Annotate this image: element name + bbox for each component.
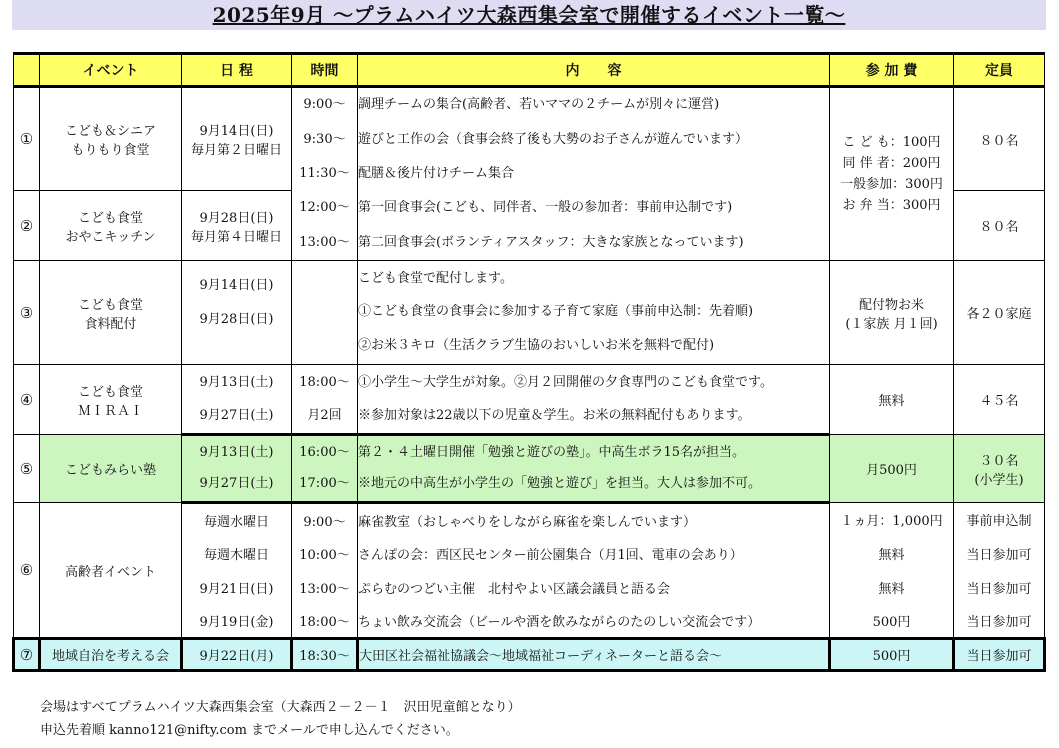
- event-capacity: [954, 435, 1045, 503]
- event-times: [292, 261, 358, 365]
- content-line: 第２・４土曜日開催「勉強と遊びの塾」。中高生ボラ15名が担当。: [358, 445, 746, 460]
- date-line: 9月14日(日): [199, 124, 274, 140]
- event-fee: 無料: [830, 571, 954, 605]
- event-fee: [830, 87, 954, 261]
- time-line: 17:00～: [299, 476, 350, 491]
- capacity-line: ３０名: [979, 453, 1019, 469]
- header-fee: 参 加 費: [830, 54, 954, 87]
- event-fee: [830, 261, 954, 365]
- event-line: こども食堂: [77, 297, 143, 313]
- event-name: [40, 261, 182, 365]
- fee-line: 同 伴 者：200円: [842, 156, 941, 171]
- table-row: [14, 503, 1045, 537]
- row-number: ②: [14, 191, 40, 261]
- date-line: 9月28日(日): [199, 210, 274, 226]
- time-line: 12:00～: [299, 200, 350, 216]
- page-title: 2025年9月 ～プラムハイツ大森西集会室で開催するイベント一覧～: [212, 3, 846, 27]
- time-line: 11:30～: [299, 165, 350, 181]
- event-line: こども食堂: [77, 210, 143, 226]
- event-time: 9:00～: [292, 503, 358, 537]
- header-content: 内 容: [358, 54, 830, 87]
- event-capacity: 当日参加可: [954, 571, 1045, 605]
- event-date: [182, 435, 292, 503]
- table-row: [14, 261, 1045, 365]
- event-line: 食料配付: [84, 316, 137, 332]
- row-number: ④: [14, 365, 40, 435]
- event-date: 毎週水曜日: [182, 503, 292, 537]
- event-line: おやこキッチン: [65, 229, 156, 245]
- event-content: [358, 261, 830, 365]
- date-line: 9月13日(土): [199, 445, 274, 460]
- header-event: イベント: [40, 54, 182, 87]
- header-time: 時間: [292, 54, 358, 87]
- event-fee: 無料: [830, 537, 954, 571]
- content-line: 調理チームの集合(高齢者、若いママの２チームが別々に運営): [358, 97, 720, 113]
- table-row: [14, 365, 1045, 435]
- event-table: [12, 52, 1046, 672]
- row-number: ③: [14, 261, 40, 365]
- footer-venue: 会場はすべてプラムハイツ大森西集会室（大森西２－２－１ 沢田児童館となり）: [40, 700, 521, 715]
- event-capacity: ８０名: [954, 87, 1045, 191]
- event-capacity: 事前申込制: [954, 503, 1045, 537]
- event-time: 13:00～: [292, 571, 358, 605]
- event-date: [182, 365, 292, 435]
- date-line: 9月27日(土): [199, 476, 274, 491]
- fee-line: お 弁 当：300円: [842, 198, 941, 213]
- time-line: 9:00～: [303, 97, 346, 113]
- row-number: ⑥: [14, 503, 40, 639]
- event-times: [292, 365, 358, 435]
- date-line: 9月14日(日): [199, 278, 274, 293]
- event-fee: 500円: [830, 639, 954, 671]
- table-row: [14, 435, 1045, 503]
- event-time: 18:00～: [292, 605, 358, 639]
- event-fee: 500円: [830, 605, 954, 639]
- event-capacity: 当日参加可: [954, 537, 1045, 571]
- event-date: [182, 191, 292, 261]
- event-capacity: ４５名: [954, 365, 1045, 435]
- content-line: ①小学生～大学生が対象。②月２回開催の夕食専門のこども食堂です。: [358, 374, 773, 390]
- event-times: [292, 435, 358, 503]
- event-name: 高齢者イベント: [40, 503, 182, 639]
- event-fee: 無料: [830, 365, 954, 435]
- event-date: 9月22日(月): [182, 639, 292, 671]
- capacity-line: (小学生): [974, 472, 1024, 488]
- event-content: [358, 87, 830, 261]
- header-row: [14, 54, 1045, 87]
- content-line: 配膳＆後片付けチーム集合: [358, 165, 515, 181]
- time-line: 9:30～: [303, 131, 346, 147]
- row-number: ①: [14, 87, 40, 191]
- time-line: 16:00～: [299, 445, 350, 460]
- event-capacity: 当日参加可: [954, 639, 1045, 671]
- event-time: 10:00～: [292, 537, 358, 571]
- event-content: 麻雀教室（おしゃべりをしながら麻雀を楽しんでいます）: [358, 503, 830, 537]
- fee-line: (１家族 月１回): [845, 316, 938, 332]
- table-row: [14, 87, 1045, 191]
- event-content: [358, 435, 830, 503]
- event-capacity: 当日参加可: [954, 605, 1045, 639]
- event-line: こども＆シニア: [64, 124, 156, 140]
- event-name: 地域自治を考える会: [40, 639, 182, 671]
- content-line: ※地元の中高生が小学生の「勉強と遊び」を担当。大人は参加不可。: [358, 476, 762, 491]
- event-line: もりもり食堂: [71, 143, 150, 159]
- time-line: 18:00～: [299, 374, 350, 390]
- content-line: 第二回食事会(ボランティアスタッフ：大きな家族となっています): [358, 234, 744, 250]
- content-line: こども食堂で配付します。: [358, 271, 513, 287]
- event-name: [40, 365, 182, 435]
- fee-line: 配付物お米: [858, 297, 924, 313]
- event-content: ぷらむのつどい主催 北村やよい区議会議員と語る会: [358, 571, 830, 605]
- content-line: ②お米３キロ（生活クラブ生協のおいしいお米を無料で配付): [358, 337, 715, 353]
- event-times: [292, 87, 358, 261]
- date-line: 毎月第４日曜日: [190, 229, 282, 245]
- header-date: 日 程: [182, 54, 292, 87]
- event-date: 9月19日(金): [182, 605, 292, 639]
- event-time: 18:30～: [292, 639, 358, 671]
- event-content: [358, 365, 830, 435]
- header-capacity: 定員: [954, 54, 1045, 87]
- event-fee: 月500円: [830, 435, 954, 503]
- time-line: 13:00～: [299, 234, 350, 250]
- title-bar: [12, 0, 1046, 30]
- header-no: [14, 54, 40, 87]
- event-date: 9月21日(日): [182, 571, 292, 605]
- event-content: さんぽの会：西区民センター前公園集合（月1回、電車の会あり）: [358, 537, 830, 571]
- event-capacity: ８０名: [954, 191, 1045, 261]
- date-line: 毎月第２日曜日: [190, 143, 282, 159]
- row-number: ⑤: [14, 435, 40, 503]
- content-line: 第一回食事会(こども、同伴者、一般の参加者：事前申込制です): [358, 200, 733, 216]
- date-line: 9月28日(日): [199, 312, 274, 327]
- event-line: こども食堂: [77, 384, 143, 400]
- event-name: [40, 87, 182, 191]
- event-date: [182, 261, 292, 365]
- content-line: 遊びと工作の会（食事会終了後も大勢のお子さんが遊んでいます）: [358, 131, 749, 147]
- footer-contact: 申込先着順 kanno121@nifty.com までメールで申し込んでください。: [40, 723, 459, 738]
- event-name: [40, 191, 182, 261]
- event-date: [182, 87, 292, 191]
- content-line: ※参加対象は22歳以下の児童＆学生。お米の無料配付もあります。: [358, 407, 751, 423]
- event-fee: １ヵ月：1,000円: [830, 503, 954, 537]
- row-number: ⑦: [14, 639, 40, 671]
- event-line: ＭＩＲＡＩ: [77, 403, 143, 419]
- content-line: ①こども食堂の食事会に参加する子育て家庭（事前申込制：先着順): [358, 304, 754, 320]
- event-capacity: 各２０家庭: [954, 261, 1045, 365]
- fee-line: こ ど も：100円: [842, 135, 941, 150]
- fee-line: 一般参加：300円: [840, 177, 943, 192]
- table-row: [14, 639, 1045, 671]
- event-date: 毎週木曜日: [182, 537, 292, 571]
- date-line: 9月13日(土): [199, 374, 274, 390]
- event-content: 大田区社会福祉協議会～地域福祉コーディネーターと語る会～: [358, 639, 830, 671]
- event-name: こどもみらい塾: [40, 435, 182, 503]
- date-line: 9月27日(土): [199, 407, 274, 423]
- time-line: 月2回: [307, 407, 342, 423]
- event-content: ちょい飲み交流会（ビールや酒を飲みながらのたのしい交流会です）: [358, 605, 830, 639]
